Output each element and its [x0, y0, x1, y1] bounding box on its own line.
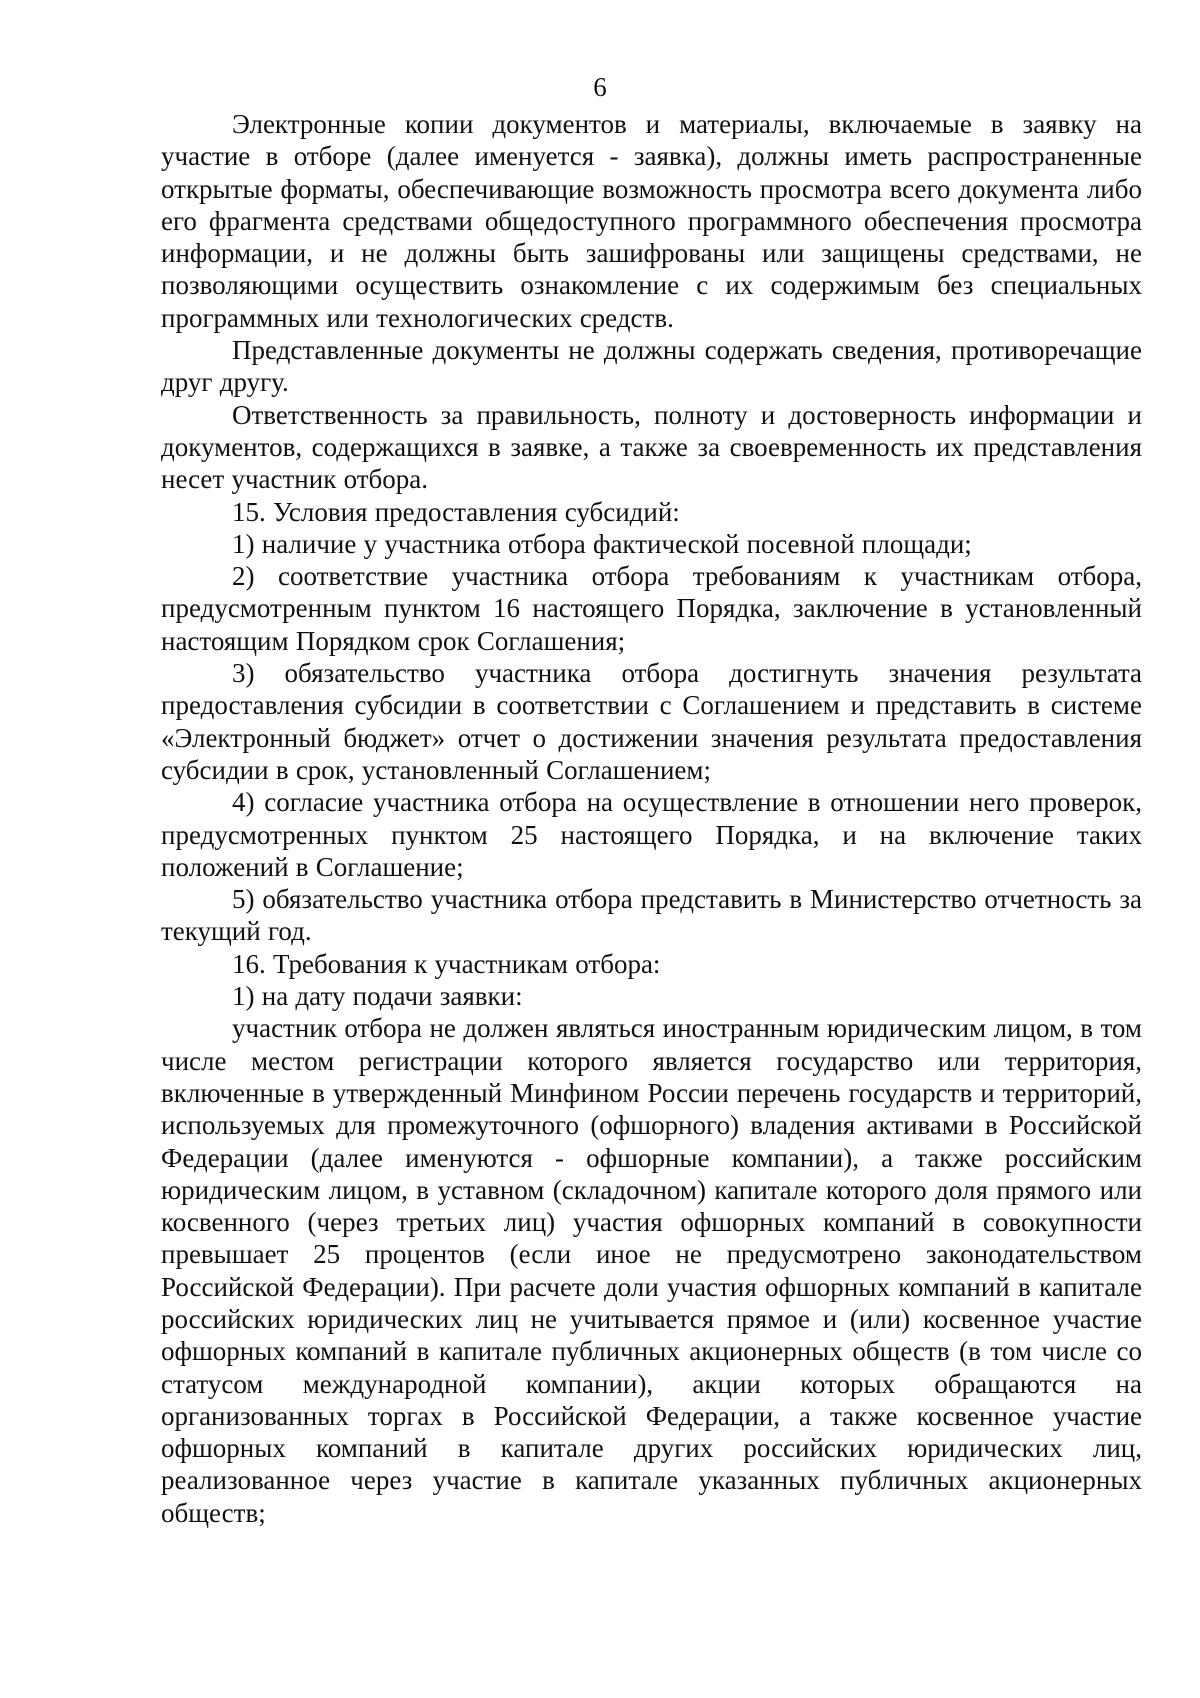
- condition-5: 5) обязательство участника отбора представить в Министерство отчетность за текущий год.: [161, 884, 1142, 947]
- paragraph-responsibility: Ответственность за правильность, полноту и достоверность информации и документов, содержащихся в заявке, а также за своевременность их представления несет участник отбора.: [161, 399, 1142, 495]
- condition-4: 4) согласие участника отбора на осуществление в отношении него проверок, предусмотренных пунктом 25 настоящего Порядка, и на включение таких положений в Соглашение;: [161, 787, 1142, 882]
- requirement-1-heading: 1) на дату подачи заявки:: [232, 981, 523, 1012]
- section-16-heading: 16. Требования к участникам отбора:: [232, 948, 661, 979]
- page-number: 6: [593, 72, 607, 102]
- paragraph-no-contradictions: Представленные документы не должны содержать сведения, противоречащие друг другу.: [161, 335, 1142, 398]
- condition-1: 1) наличие у участника отбора фактической посевной площади;: [232, 528, 972, 559]
- paragraph-electronic-copies: Электронные копии документов и материалы, включаемые в заявку на участие в отборе (далее именуется - заявка), должны иметь распространенные открытые форматы, обеспечивающие возможность просмотра всего документа либо его фрагмента средствами общедоступного программного обеспечения просмотра информации, и не должны быть зашифрованы или защищены средствами, не позволяющими осуществить ознакомление с их содержимым без специальных программных или технологических средств.: [161, 109, 1142, 333]
- requirement-1-text: участник отбора не должен являться иностранным юридическим лицом, в том числе местом регистрации которого является государство или территория, включенные в утвержденный Минфином России перечень государств и территорий, используемых для промежуточного (офшорного) владения активами в Российской Федерации (далее именуются - офшорные компании), а также российским юридическим лицом, в уставном (складочном) капитале которого доля прямого или косвенного (через третьих лиц) участия офшорных компаний в совокупности превышает 25 процентов (если иное не предусмотрено законодательством Российской Федерации). При расчете доли участия офшорных компаний в капитале российских юридических лиц не учитывается прямое и (или) косвенное участие офшорных компаний в капитале публичных акционерных обществ (в том числе со статусом международной компании), акции которых обращаются на организованных торгах в Российской Федерации, а также косвенное участие офшорных компаний в капитале других российских юридических лиц, реализованное через участие в капитале указанных публичных акционерных обществ;: [161, 1013, 1142, 1528]
- section-15-heading: 15. Условия предоставления субсидий:: [232, 496, 680, 527]
- condition-3: 3) обязательство участника отбора достигнуть значения результата предоставления субсидии в соответствии с Соглашением и представить в системе «Электронный бюджет» отчет о достижении значения результата предоставления субсидии в срок, установленный Соглашением;: [161, 658, 1142, 785]
- document-body: [161, 108, 1142, 1529]
- condition-2: 2) соответствие участника отбора требованиям к участникам отбора, предусмотренным пунктом 16 настоящего Порядка, заключение в установленный настоящим Порядком срок Соглашения;: [161, 561, 1142, 656]
